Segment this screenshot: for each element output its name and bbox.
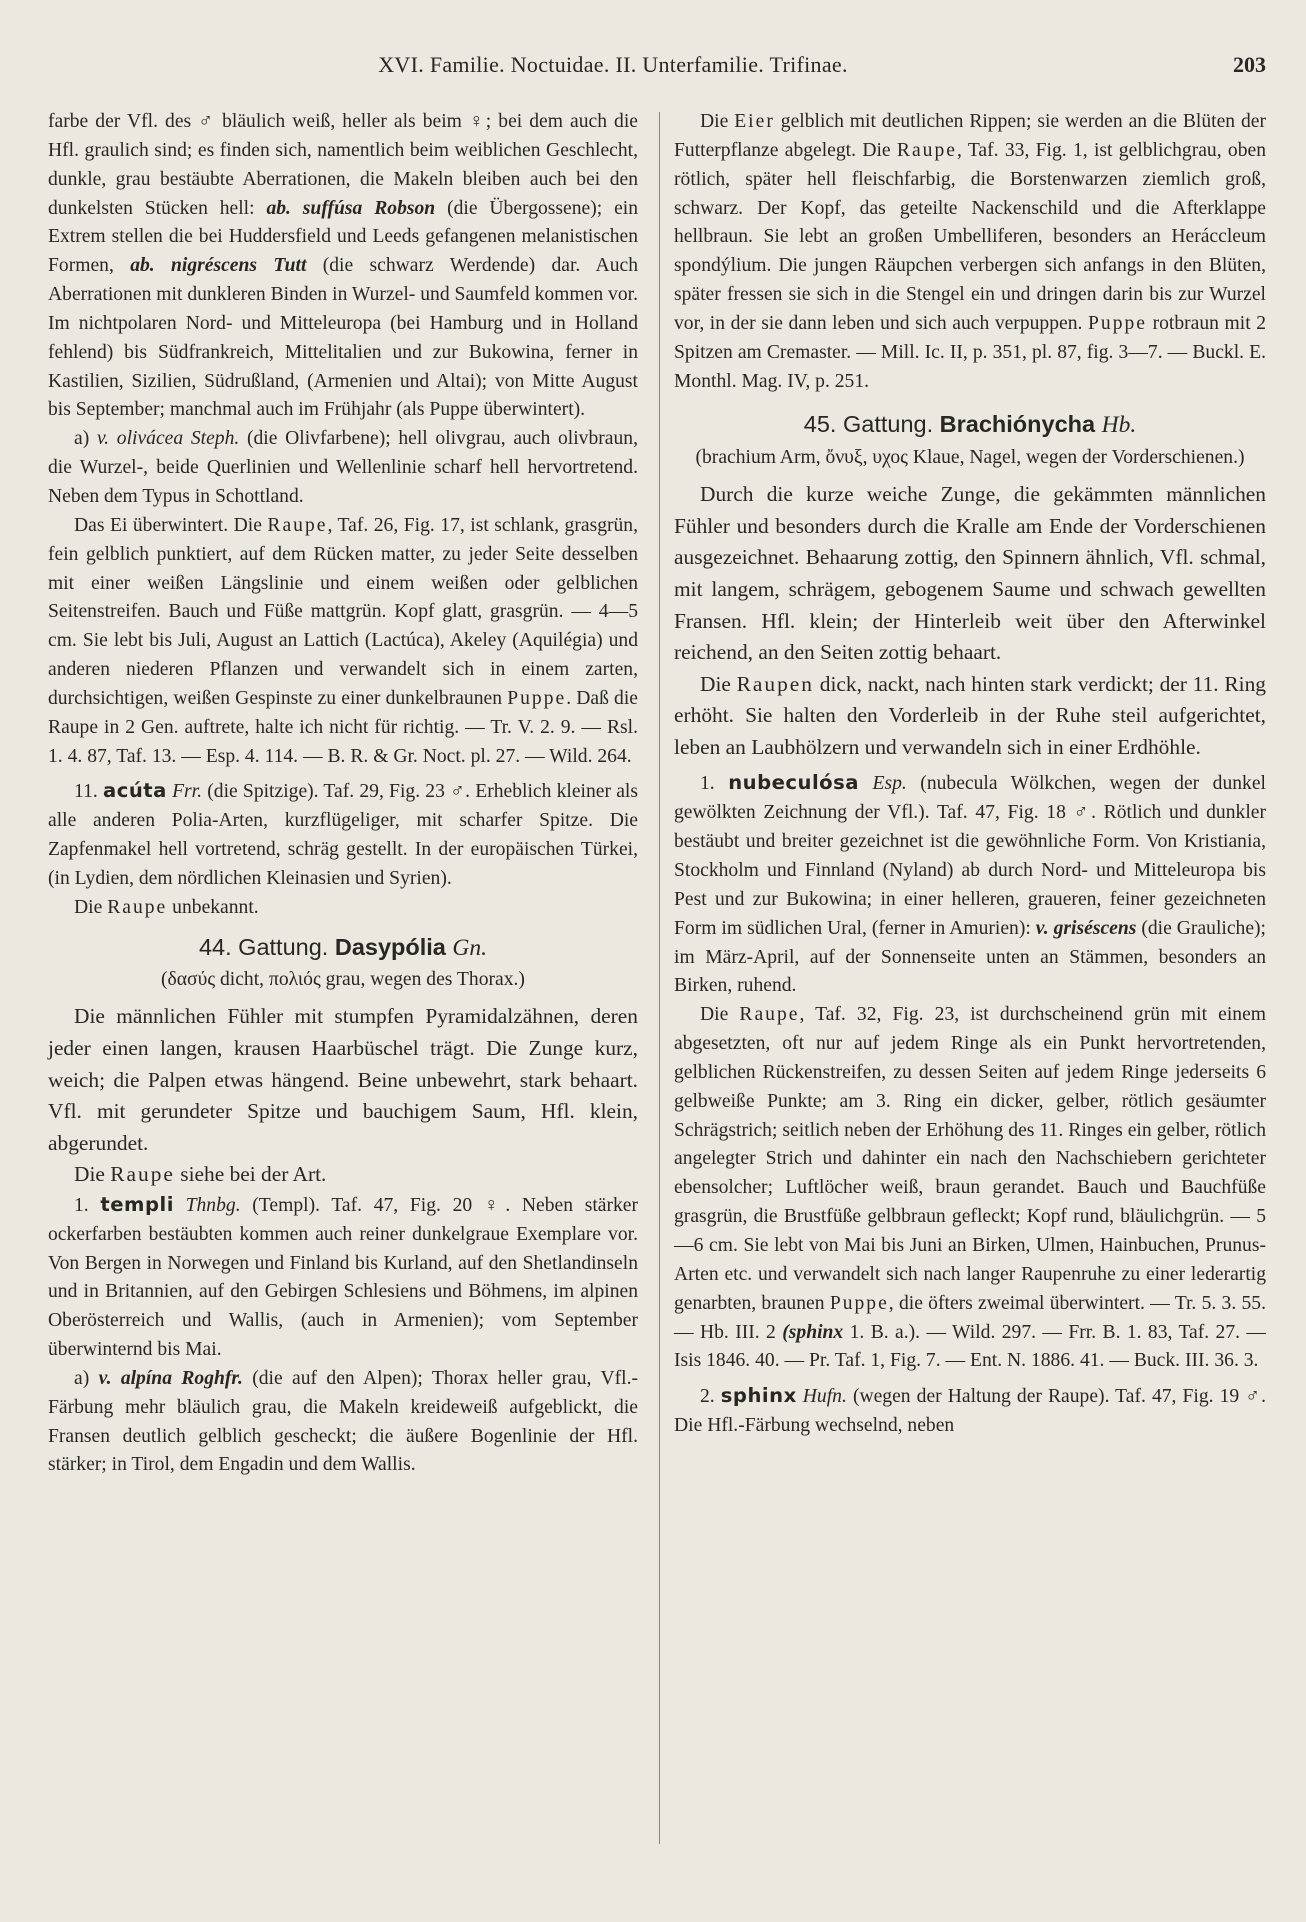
- text: , Taf. 26, Fig. 17, ist schlank, grasgrün, fein gelblich punktiert, auf dem Rücken matter, zu jeder Seite desselben mit einer weißen Längslinie und einem weißen oder gelblichen Seitenstreifen. Bauch und Füße mattgrün. Kopf glatt, grasgrün. — 4—5 cm. Sie lebt bis Juli, August an Lattich (Lactúca), Akeley (Aquilégia) und anderen niederen Pflanzen und verwandelt sich in einem zarten, durchsichtigen, weißen Gespinste zu einer dunkelbraunen: [48, 514, 639, 709]
- species-name: sphinx: [720, 1384, 797, 1408]
- text: a): [74, 1367, 90, 1389]
- genus-name: Brachiónycha: [939, 411, 1096, 438]
- text: siehe bei der Art.: [180, 1162, 327, 1187]
- species-name: templi: [100, 1192, 174, 1216]
- species-entry: [674, 1382, 1266, 1441]
- species-name: acúta: [102, 779, 167, 803]
- spaced-term: Eier: [734, 111, 775, 132]
- species-reference: (sphinx: [782, 1321, 844, 1343]
- text: dick, nackt, nach hinten stark verdickt; der 11. Ring erhöht. Sie halten den Vorderleib in der Ruhe steil aufgerichtet, leben an Laubhölzern und verwandeln sich in einer Erdhöhle.: [674, 671, 1266, 759]
- text: , Taf. 32, Fig. 23, ist durchscheinend grün mit einem abgesetzten, oft nur auf jedem Ringe als ein Punkt hervortretenden, gelblichen Rückenstreifen, zu dessen Seiten auf jedem Ringe jederseits 6 gelbweiße Punkte; am 3. Ring ein dicker, gelber, rötlich gesäumter Schrägstrich; seitlich neben der Erhöhung des 11. Ringes ein gelber, rötlich angelegter Strich und dahinter ein nach den Nachschiebern gerichteter ebensolcher; Luftlöcher weiß, braun gerandet. Bauch und Bauchfüße grasgrün, die Brustfüße gelbbraun gefleckt; Kopf rund, bläulichgrün. — 5—6 cm. Sie lebt von Mai bis Juni an Birken, Ulmen, Hainbuchen, Prunus-Arten etc. und verwandelt sich nach langer Raupenruhe zu einer lederartig genarbten, braunen: [674, 1004, 1267, 1314]
- paragraph: [48, 1365, 638, 1480]
- paragraph: [48, 108, 638, 425]
- text: (die Spitzige). Taf. 29, Fig. 23 ♂. Erheblich kleiner als alle anderen Polia-Arten, kurzflügeliger, mit scharfer Spitze. Die Zapfenmakel hell vortretend, schräg gestellt. In der europäischen Türkei, (in Lydien, dem nördlichen Kleinasien und Syrien).: [48, 781, 638, 889]
- text: Die: [700, 1004, 729, 1026]
- aberration-name: ab. suffúsa Robson: [266, 197, 436, 219]
- text: Das Ei überwintert. Die: [74, 514, 262, 536]
- text: (die schwarz Werdende) dar. Auch Aberrationen mit dunkleren Binden in Wurzel- und Saumfeld kommen vor. Im nichtpolaren Nord- und Mitteleuropa (bei Hamburg und in Holland fehlend) bis Südfrankreich, Mittelitalien und zur Bukowina, ferner in Kastilien, Sizilien, Südrußland, (Armenien und Altai); von Mitte August bis September; manchmal auch im Frühjahr (als Puppe überwintert).: [48, 255, 638, 421]
- etymology: (brachium Arm, ὄνυξ, υχος Klaue, Nagel, wegen der Vorderschienen.): [695, 447, 1245, 469]
- paragraph: [48, 512, 638, 772]
- species-number: 1.: [74, 1194, 89, 1216]
- paragraph: [674, 669, 1266, 764]
- column-divider: [659, 112, 660, 1844]
- genus-heading: [48, 933, 638, 963]
- genus-number: 44. Gattung.: [198, 933, 329, 960]
- text: , Taf. 33, Fig. 1, ist gelblichgrau, oben rötlich, später hell fleischfarbig, die Borstenwarzen ziemlich groß, schwarz. Der Kopf, das geteilte Nackenschild und die Afterklappe hellbraun. Sie lebt an großen Umbelliferen, besonders an Heráccleum spondýlium. Die jungen Räupchen verbergen sich anfangs in den Blüten, später fressen sie sich in die Stengel ein und dringen darin bis zur Wurzel vor, in der sie dann leben und sich auch verpuppen.: [674, 139, 1266, 334]
- species-number: 1.: [700, 773, 715, 795]
- species-author: Esp.: [872, 773, 907, 795]
- variety-name: v. olivácea Steph.: [96, 428, 240, 450]
- text: unbekannt.: [172, 896, 259, 918]
- running-title: XVI. Familie. Noctuidae. II. Unterfamilie. Trifinae.: [378, 52, 848, 77]
- text: (nubecula Wölkchen, wegen der dunkel gewölkten Zeichnung der Vfl.). Taf. 47, Fig. 18 ♂. Rötlich und dunkler bestäubt und breiter gezeichnet ist die gewöhnliche Form. Von Kristiania, Stockholm und Finnland (Nyland) ab durch Nord- und Mitteleuropa bis Pest und zur Bukowina; in einer helleren, graueren, feiner gezeichneten Form im südlichen Ural, (ferner in Amurien):: [674, 773, 1266, 939]
- paragraph: [48, 894, 638, 923]
- species-entry: [48, 1191, 638, 1365]
- page-number: 203: [1233, 52, 1266, 77]
- text: gelblich mit deutlichen Rippen; sie werden an die Blüten der Futterpflanze abgelegt. Die: [674, 111, 1267, 161]
- text: Die: [74, 896, 103, 918]
- text: 1. B. a.). — Wild. 297. — Frr. B. 1. 83, Taf. 27. — Isis 1846. 40. — Pr. Taf. 1, Fig. 7. — Ent. N. 1886. 41. — Buck. III. 36. 3.: [674, 1321, 1267, 1372]
- paragraph: [48, 1159, 638, 1191]
- genus-heading: [674, 410, 1266, 440]
- spaced-term: Raupe: [110, 1162, 175, 1187]
- spaced-term: Raupe: [896, 139, 957, 161]
- text: a): [74, 428, 90, 450]
- genus-description: Durch die kurze weiche Zunge, die gekämmten männlichen Fühler und besonders durch die Kralle am Ende der Vorderschienen ausgezeichnet. Behaarung zottig, den Spinnern ähnlich, Vfl. schmal, mit langem, schrägem, gebogenem Saume und schwach gewellten Fransen. Hfl. klein; der Hinterleib weit über den Afterwinkel reichend, an den Seiten zottig behaart.: [674, 482, 1266, 665]
- text: (wegen der Haltung der Raupe). Taf. 47, Fig. 19 ♂. Die Hfl.-Färbung wechselnd, neben: [674, 1386, 1266, 1437]
- aberration-name: ab. nigréscens Tutt: [130, 255, 307, 277]
- text: (die auf den Alpen); Thorax heller grau, Vfl.-Färbung mehr bläulich grau, die Makeln kreideweiß aufgeblickt, die Fransen deutlich gelblich gescheckt; die äußere Bogenlinie der Hfl. stärker; in Tirol, dem Engadin und dem Wallis.: [48, 1367, 638, 1476]
- genus-description: Die männlichen Fühler mit stumpfen Pyramidalzähnen, deren jeder einen langen, krausen Haarbüschel trägt. Die Zunge kurz, weich; die Palpen etwas hängend. Beine unbewehrt, stark behaart. Vfl. mit gerundeter Spitze und bauchigem Saum, Hfl. klein, abgerundet.: [48, 1004, 638, 1155]
- text: . Daß die Raupe in 2 Gen. auftrete, halte ich nicht für richtig. — Tr. V. 2. 9. — Rsl. 1. 4. 87, Taf. 13. — Esp. 4. 114. — B. R. & Gr. Noct. pl. 27. — Wild. 264.: [48, 687, 638, 767]
- genus-name: Dasypólia: [334, 933, 446, 960]
- text: Die: [74, 1162, 105, 1187]
- etymology: (δασύς dicht, πολιός grau, wegen des Thorax.): [161, 969, 525, 991]
- spaced-term: Puppe: [507, 687, 567, 709]
- spaced-term: Raupe: [267, 514, 328, 536]
- spaced-term: Raupe: [739, 1004, 800, 1026]
- genus-number: 45. Gattung.: [803, 411, 934, 438]
- species-number: 11.: [74, 781, 98, 803]
- spaced-term: Raupe: [107, 896, 168, 918]
- variety-name: v. alpína Roghfr.: [98, 1367, 243, 1389]
- spaced-term: Raupen: [736, 671, 814, 696]
- paragraph: [674, 1001, 1266, 1376]
- text: (Templ). Taf. 47, Fig. 20 ♀. Neben stärker ockerfarben bestäubten kommen auch reiner dunkelgraue Exemplare vor. Von Bergen in Norwegen und Finland bis Kurland, auf den Shetlandinseln und in Britannien, auf den Gebirgen Schlesiens und Böhmens, im alpinen Oberösterreich und Wallis, (auch in Armenien); vom September überwinternd bis Mai.: [48, 1194, 639, 1361]
- spaced-term: Puppe: [829, 1292, 889, 1314]
- text: (die Grauliche); im März-April, auf der Sonnenseite unten an Stämmen, besonders an Birken, ruhend.: [674, 917, 1266, 997]
- species-entry: [48, 777, 638, 893]
- right-column: [674, 108, 1266, 1441]
- species-author: Thnbg.: [185, 1194, 241, 1216]
- genus-author: Gn.: [452, 934, 488, 961]
- species-author: Hufn.: [802, 1386, 847, 1408]
- paragraph: [48, 425, 638, 512]
- text: rotbraun mit 2 Spitzen am Cremaster. — Mill. Ic. II, p. 351, pl. 87, fig. 3—7. — Buckl. E. Monthl. Mag. IV, p. 251.: [674, 312, 1266, 392]
- variety-name: v. griséscens: [1035, 917, 1137, 939]
- text: , die öfters zweimal überwintert. — Tr. 5. 3. 55. — Hb. III. 2: [674, 1292, 1267, 1343]
- text: Die: [700, 671, 731, 696]
- left-column: [48, 108, 638, 1480]
- species-number: 2.: [700, 1386, 715, 1408]
- species-author: Frr.: [172, 781, 203, 803]
- species-name: nubeculósa: [728, 771, 860, 795]
- species-entry: [674, 769, 1266, 1001]
- text: Die: [700, 111, 729, 132]
- text: (die Übergossene); ein Extrem stellen die bei Huddersfield und Leeds gefangenen melanistischen Formen,: [48, 197, 639, 277]
- genus-author: Hb.: [1101, 412, 1137, 439]
- spaced-term: Puppe: [1088, 312, 1147, 334]
- text: farbe der Vfl. des ♂ bläulich weiß, heller als beim ♀; bei dem auch die Hfl. graulich sind; es finden sich, namentlich beim weiblichen Geschlecht, dunkle, grau bestäubte Aberrationen, die Makeln bleiben auch bei den dunkelsten Stücken hell:: [48, 111, 638, 219]
- running-header: [50, 52, 1266, 88]
- paragraph: [674, 108, 1266, 396]
- text: (die Olivfarbene); hell olivgrau, auch olivbraun, die Wurzel-, beide Querlinien und Wellenlinie scharf hell hervortretend. Neben dem Typus in Schottland.: [48, 428, 638, 507]
